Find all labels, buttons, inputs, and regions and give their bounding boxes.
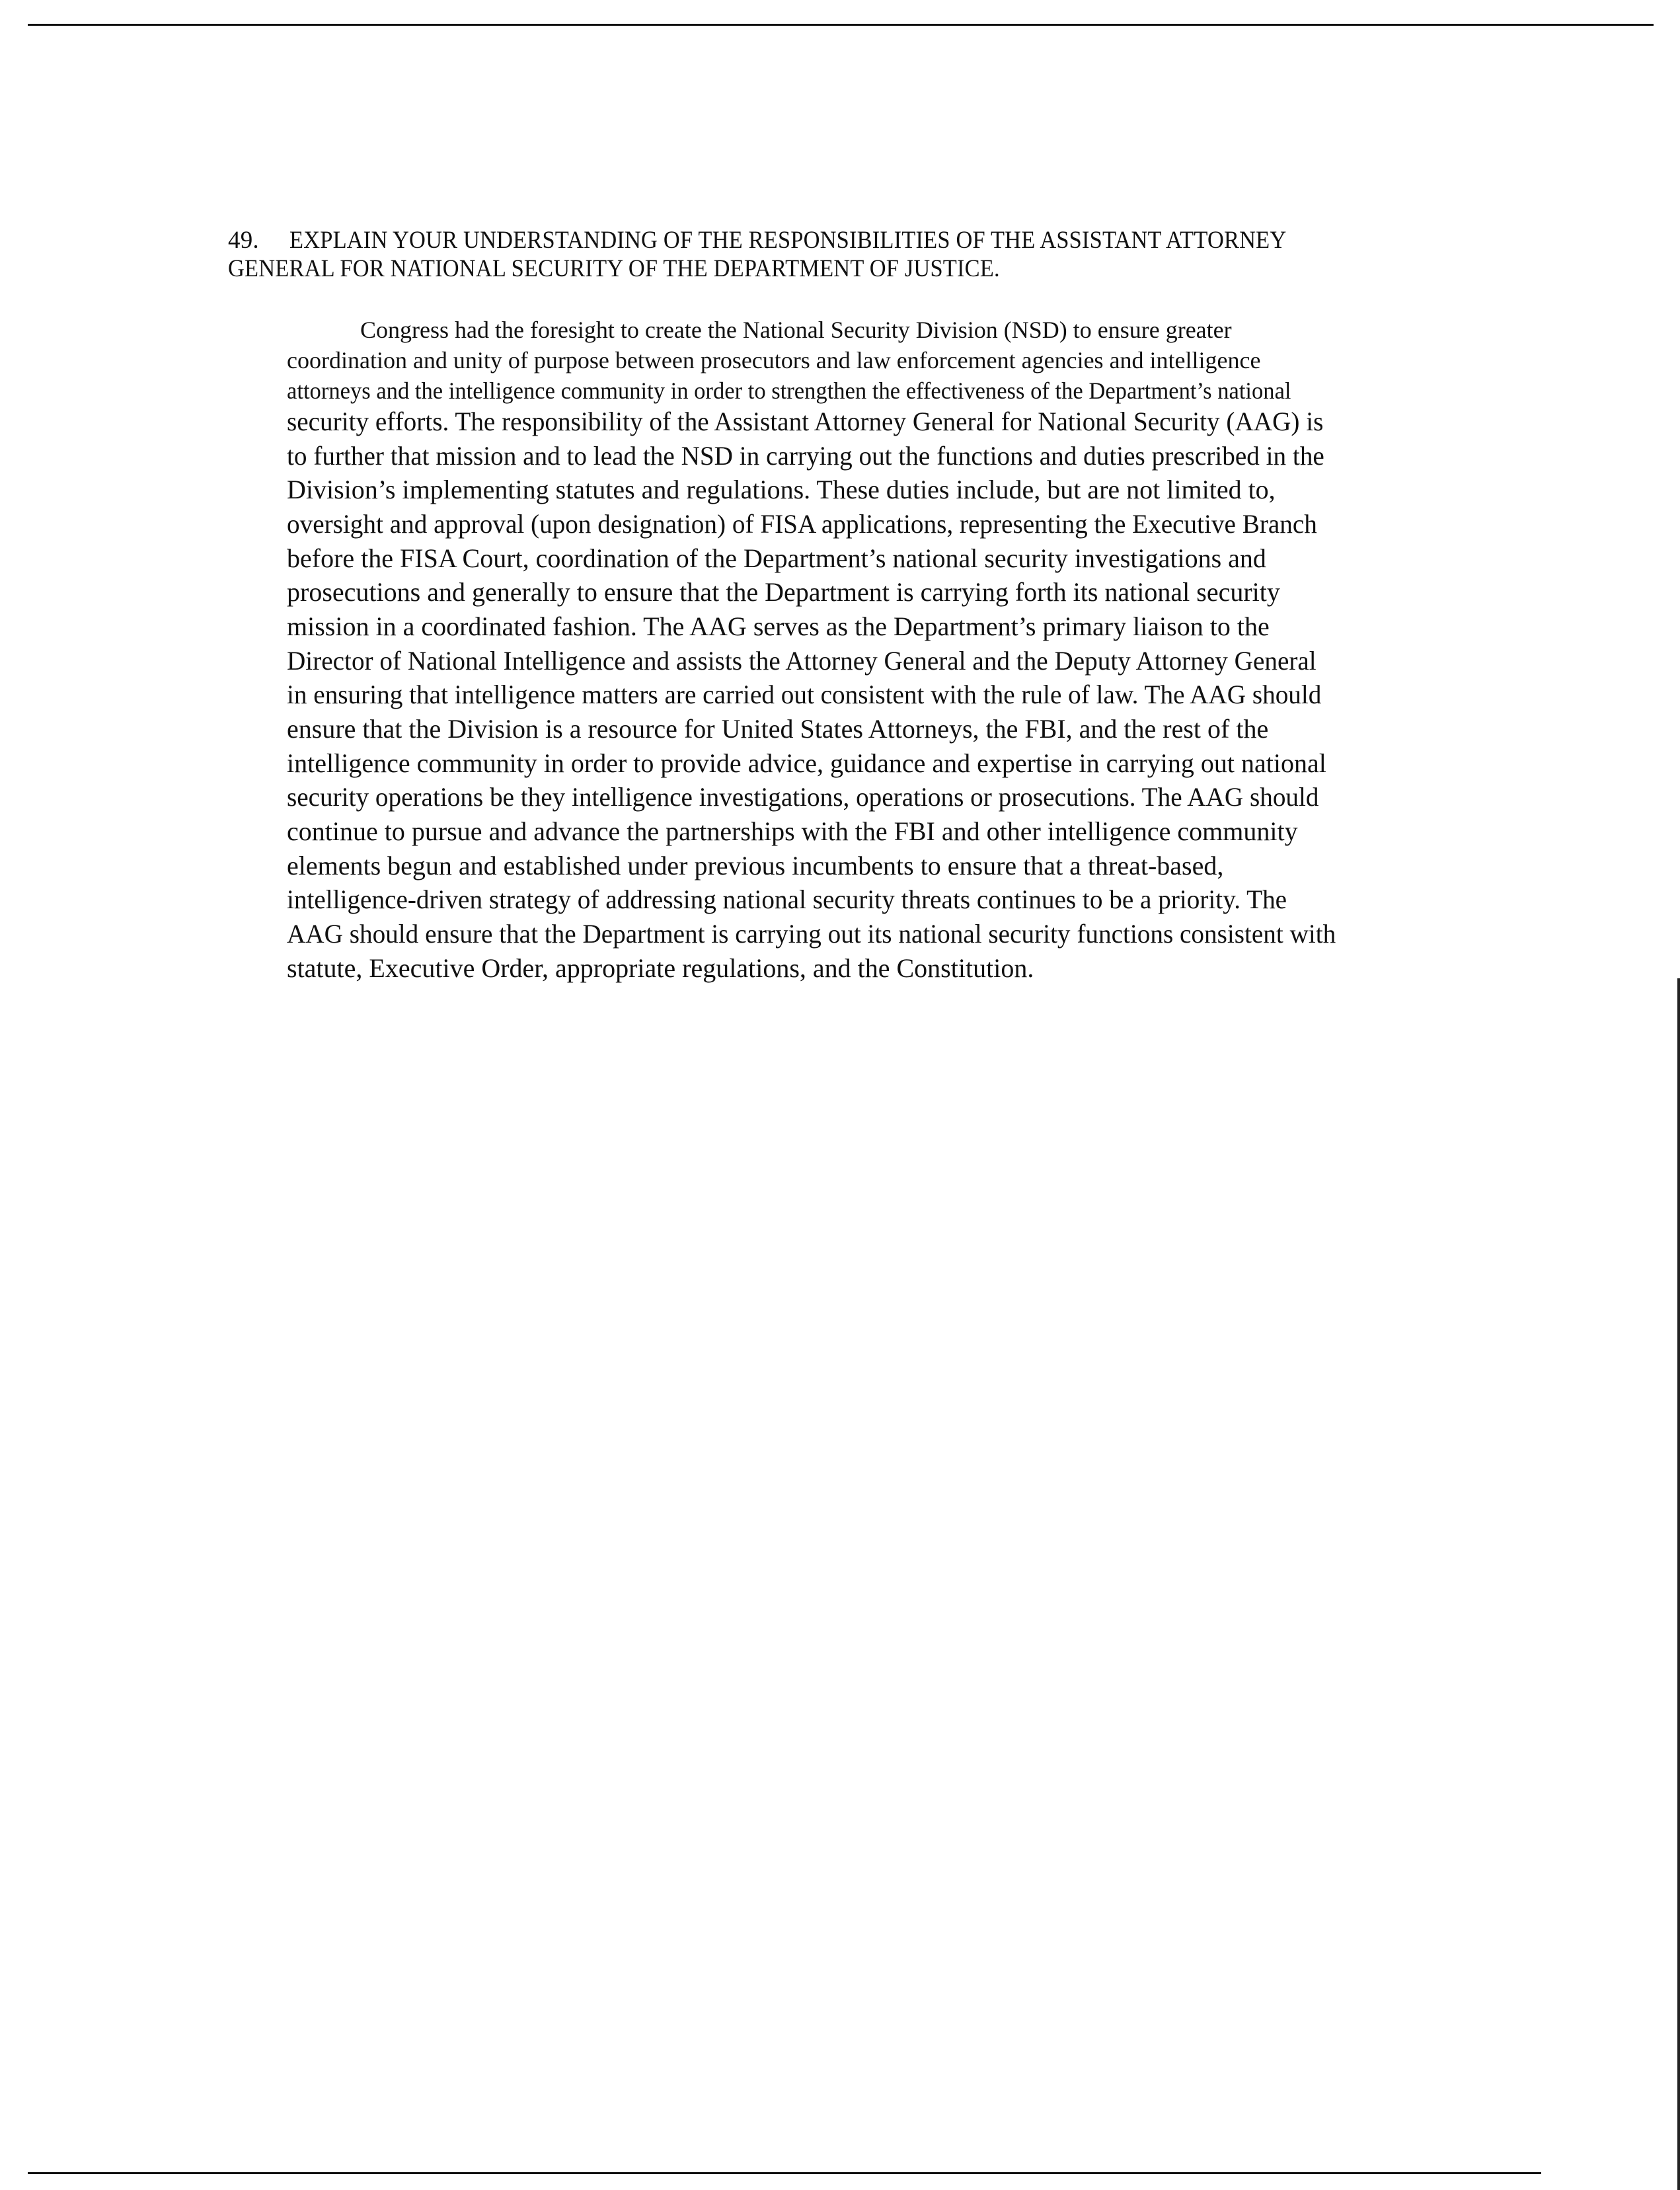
heading-line: EXPLAIN YOUR UNDERSTANDING OF THE RESPONSIBILITIES OF THE ASSISTANT ATTORNEY [289, 227, 1287, 254]
answer-line: before the FISA Court, coordination of the Department’s national security investigations and [287, 543, 1266, 573]
question-number: 49. [228, 227, 259, 254]
answer-line: prosecutions and generally to ensure that the Department is carrying forth its national security [287, 577, 1280, 607]
bottom-rule [28, 2172, 1541, 2174]
answer-line: oversight and approval (upon designation) of FISA applications, representing the Executive Branch [287, 509, 1317, 539]
answer-line: security operations be they intelligence investigations, operations or prosecutions. The AAG should [287, 782, 1319, 812]
answer-line: continue to pursue and advance the partnerships with the FBI and other intelligence community [287, 816, 1298, 846]
answer-line: Director of National Intelligence and assists the Attorney General and the Deputy Attorney General [287, 646, 1317, 676]
answer-line: statute, Executive Order, appropriate regulations, and the Constitution. [287, 953, 1034, 983]
answer-line: Congress had the foresight to create the National Security Division (NSD) to ensure greater [360, 317, 1232, 343]
answer-line: in ensuring that intelligence matters are carried out consistent with the rule of law. The AAG should [287, 680, 1322, 709]
answer-line: intelligence community in order to provide advice, guidance and expertise in carrying out national [287, 748, 1326, 778]
answer-line: mission in a coordinated fashion. The AAG serves as the Department’s primary liaison to the [287, 611, 1270, 641]
heading-line: GENERAL FOR NATIONAL SECURITY OF THE DEPARTMENT OF JUSTICE. [228, 255, 1000, 282]
answer-line: ensure that the Division is a resource for United States Attorneys, the FBI, and the rest of the [287, 714, 1269, 744]
answer-line: to further that mission and to lead the NSD in carrying out the functions and duties prescribed in the [287, 441, 1324, 471]
top-rule [28, 24, 1654, 26]
answer-line: coordination and unity of purpose between prosecutors and law enforcement agencies and intelligence [287, 347, 1261, 373]
answer-line: elements begun and established under previous incumbents to ensure that a threat-based, [287, 851, 1224, 880]
answer-line: security efforts. The responsibility of the Assistant Attorney General for National Security (AAG) is [287, 407, 1324, 436]
answer-line: intelligence-driven strategy of addressing national security threats continues to be a priority. The [287, 884, 1287, 914]
page-edge [1677, 978, 1680, 2190]
answer-line: Division’s implementing statutes and regulations. These duties include, but are not limited to, [287, 475, 1276, 504]
answer-line: attorneys and the intelligence community in order to strengthen the effectiveness of the Department’s national [287, 377, 1291, 404]
answer-line: AAG should ensure that the Department is carrying out its national security functions consistent with [287, 919, 1336, 949]
